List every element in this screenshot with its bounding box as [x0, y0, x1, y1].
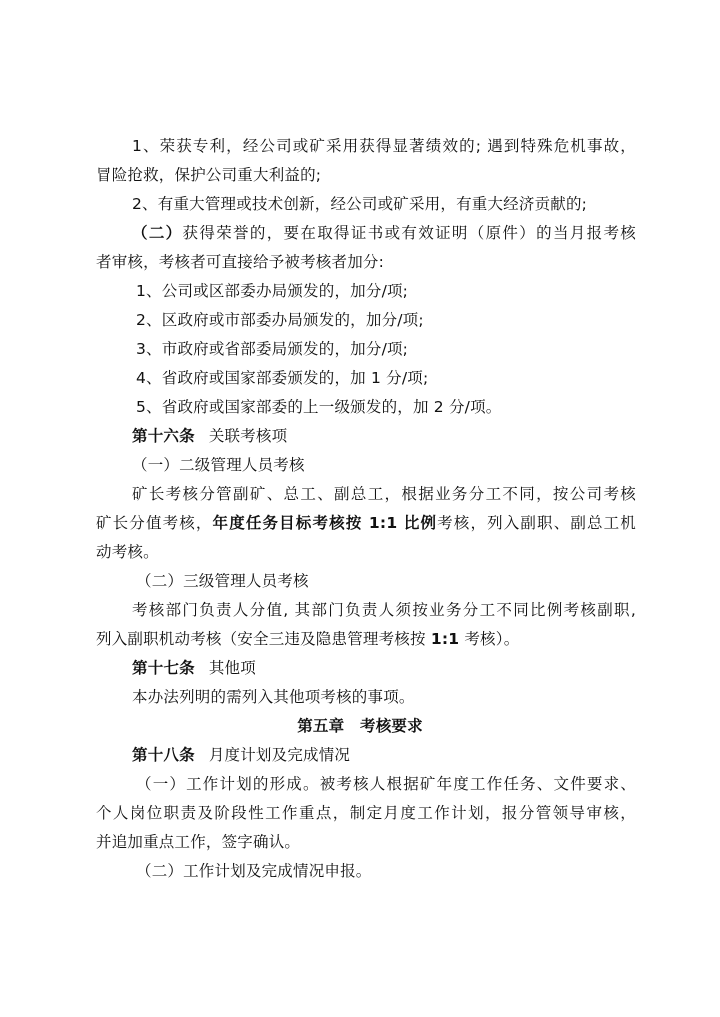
paragraph-line — [96, 774, 636, 794]
paragraph-line — [96, 803, 636, 823]
text: 4、省政府或国家部委颁发的，加 1 分/项; — [136, 369, 429, 387]
paragraph-line — [96, 861, 636, 881]
article-heading — [96, 658, 636, 678]
text: 矿长分值考核， — [96, 514, 213, 532]
paragraph-line — [96, 136, 636, 156]
text: 1、公司或区部委办局颁发的，加分/项; — [136, 282, 409, 300]
list-item — [96, 339, 636, 359]
paragraph-line — [96, 484, 636, 504]
article-title: 关联考核项 — [208, 427, 288, 445]
paragraph-line — [96, 194, 636, 214]
text: 考核部门负责人分值, 其部门负责人须按业务分工不同比例考核副职, — [132, 601, 636, 619]
paragraph-line — [96, 542, 636, 562]
list-item — [96, 310, 636, 330]
text: （一）二级管理人员考核 — [132, 456, 305, 474]
text: （一）工作计划的形成。被考核人根据矿年度工作任务、文件要求、 — [136, 775, 636, 793]
text: 本办法列明的需列入其他项考核的事项。 — [132, 688, 415, 706]
list-item — [96, 368, 636, 388]
article-title: 月度计划及完成情况 — [208, 746, 351, 764]
paragraph-line — [96, 571, 636, 591]
article-heading — [96, 426, 636, 446]
text: 3、市政府或省部委局颁发的，加分/项; — [136, 340, 409, 358]
text: 2、区政府或市部委办局颁发的，加分/项; — [136, 311, 424, 329]
paragraph-line — [96, 687, 636, 707]
text: 矿长考核分管副矿、总工、副总工，根据业务分工不同，按公司考核 — [132, 485, 636, 503]
text: 5、省政府或国家部委的上一级颁发的，加 2 分/项。 — [136, 398, 502, 416]
bold-text: 1:1 — [430, 630, 460, 648]
paragraph-line — [96, 252, 636, 272]
article-number: 第十八条 — [132, 746, 195, 764]
article-number: 第十六条 — [132, 427, 195, 445]
paragraph-line — [96, 223, 636, 243]
chapter-title: 第五章 考核要求 — [297, 717, 423, 735]
bold-text: （二） — [132, 224, 183, 242]
list-item — [96, 281, 636, 301]
paragraph-line — [96, 455, 636, 475]
text: 个人岗位职责及阶段性工作重点，制定月度工作计划，报分管领导审核， — [96, 804, 636, 822]
text: 考核，列入副职、副总工机 — [437, 514, 636, 532]
text: （二）工作计划及完成情况申报。 — [136, 862, 372, 880]
text: 获得荣誉的，要在取得证书或有效证明（原件）的当月报考核 — [182, 224, 636, 242]
article-number: 第十七条 — [132, 659, 195, 677]
paragraph-line — [96, 600, 636, 620]
text: 2、有重大管理或技术创新，经公司或矿采用，有重大经济贡献的; — [132, 195, 588, 213]
paragraph-line — [96, 629, 636, 649]
article-title: 其他项 — [208, 659, 256, 677]
text: 者审核，考核者可直接给予被考核者加分: — [96, 253, 385, 271]
text: 列入副职机动考核（安全三违及隐患管理考核按 — [96, 630, 431, 648]
text: 并追加重点工作，签字确认。 — [96, 833, 301, 851]
text: 1、荣获专利，经公司或矿采用获得显著绩效的; 遇到特殊危机事故， — [132, 137, 636, 155]
article-heading — [96, 745, 636, 765]
paragraph-line — [96, 513, 636, 533]
bold-text: 年度任务目标考核按 1:1 比例 — [212, 514, 438, 532]
text: 动考核。 — [96, 543, 159, 561]
list-item — [96, 397, 636, 417]
text: 考核）。 — [459, 630, 520, 648]
paragraph-line — [96, 832, 636, 852]
text: （二）三级管理人员考核 — [136, 572, 309, 590]
paragraph-line — [96, 165, 636, 185]
text: 冒险抢救，保护公司重大利益的; — [96, 166, 322, 184]
chapter-heading — [0, 716, 720, 736]
